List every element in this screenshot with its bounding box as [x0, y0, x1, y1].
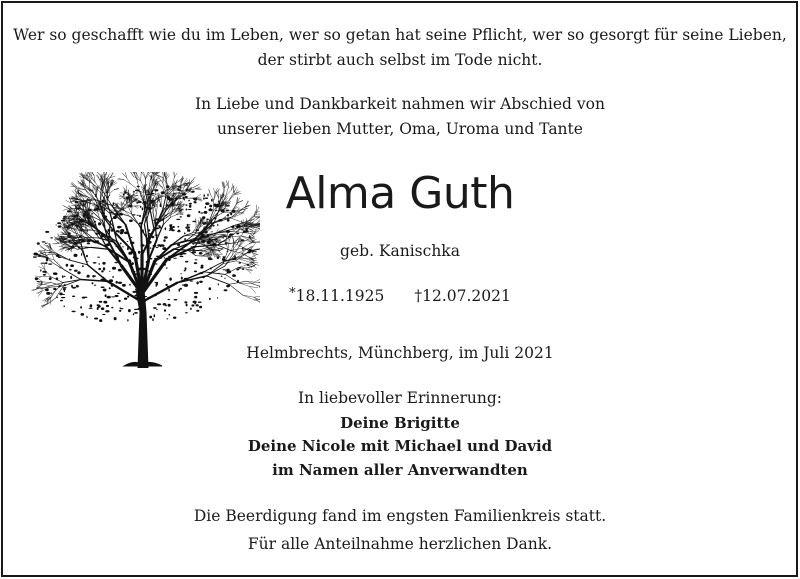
closing-line-1: Die Beerdigung fand im engsten Familienkreis statt. — [193, 507, 607, 525]
place-date: Helmbrechts, Münchberg, im Juli 2021 — [246, 344, 554, 362]
death-cross-icon: † — [414, 287, 423, 305]
remembrance-heading: In liebevoller Erinnerung: — [297, 389, 503, 407]
mourner-line: im Namen aller Anverwandten — [272, 461, 528, 479]
deceased-name: Alma Guth — [285, 168, 515, 219]
birth-date: 18.11.1925 — [295, 287, 385, 305]
mourner-line: Deine Brigitte — [340, 414, 460, 432]
birth-star-icon: * — [289, 286, 296, 301]
tree-silhouette-icon — [24, 172, 260, 368]
closing-line-2: Für alle Anteilnahme herzlichen Dank. — [247, 535, 553, 553]
intro-line-1: In Liebe und Dankbarkeit nahmen wir Abschied von — [195, 95, 605, 113]
poem-line-2: der stirbt auch selbst im Tode nicht. — [257, 51, 543, 69]
death-date: 12.07.2021 — [422, 287, 511, 305]
poem-line-1: Wer so geschafft wie du im Leben, wer so getan hat seine Pflicht, wer so gesorgt für seine Lieben, — [13, 26, 787, 44]
intro-line-2: unserer lieben Mutter, Oma, Uroma und Tante — [217, 120, 583, 138]
maiden-name: geb. Kanischka — [340, 242, 460, 260]
mourner-line: Deine Nicole mit Michael und David — [247, 437, 553, 455]
